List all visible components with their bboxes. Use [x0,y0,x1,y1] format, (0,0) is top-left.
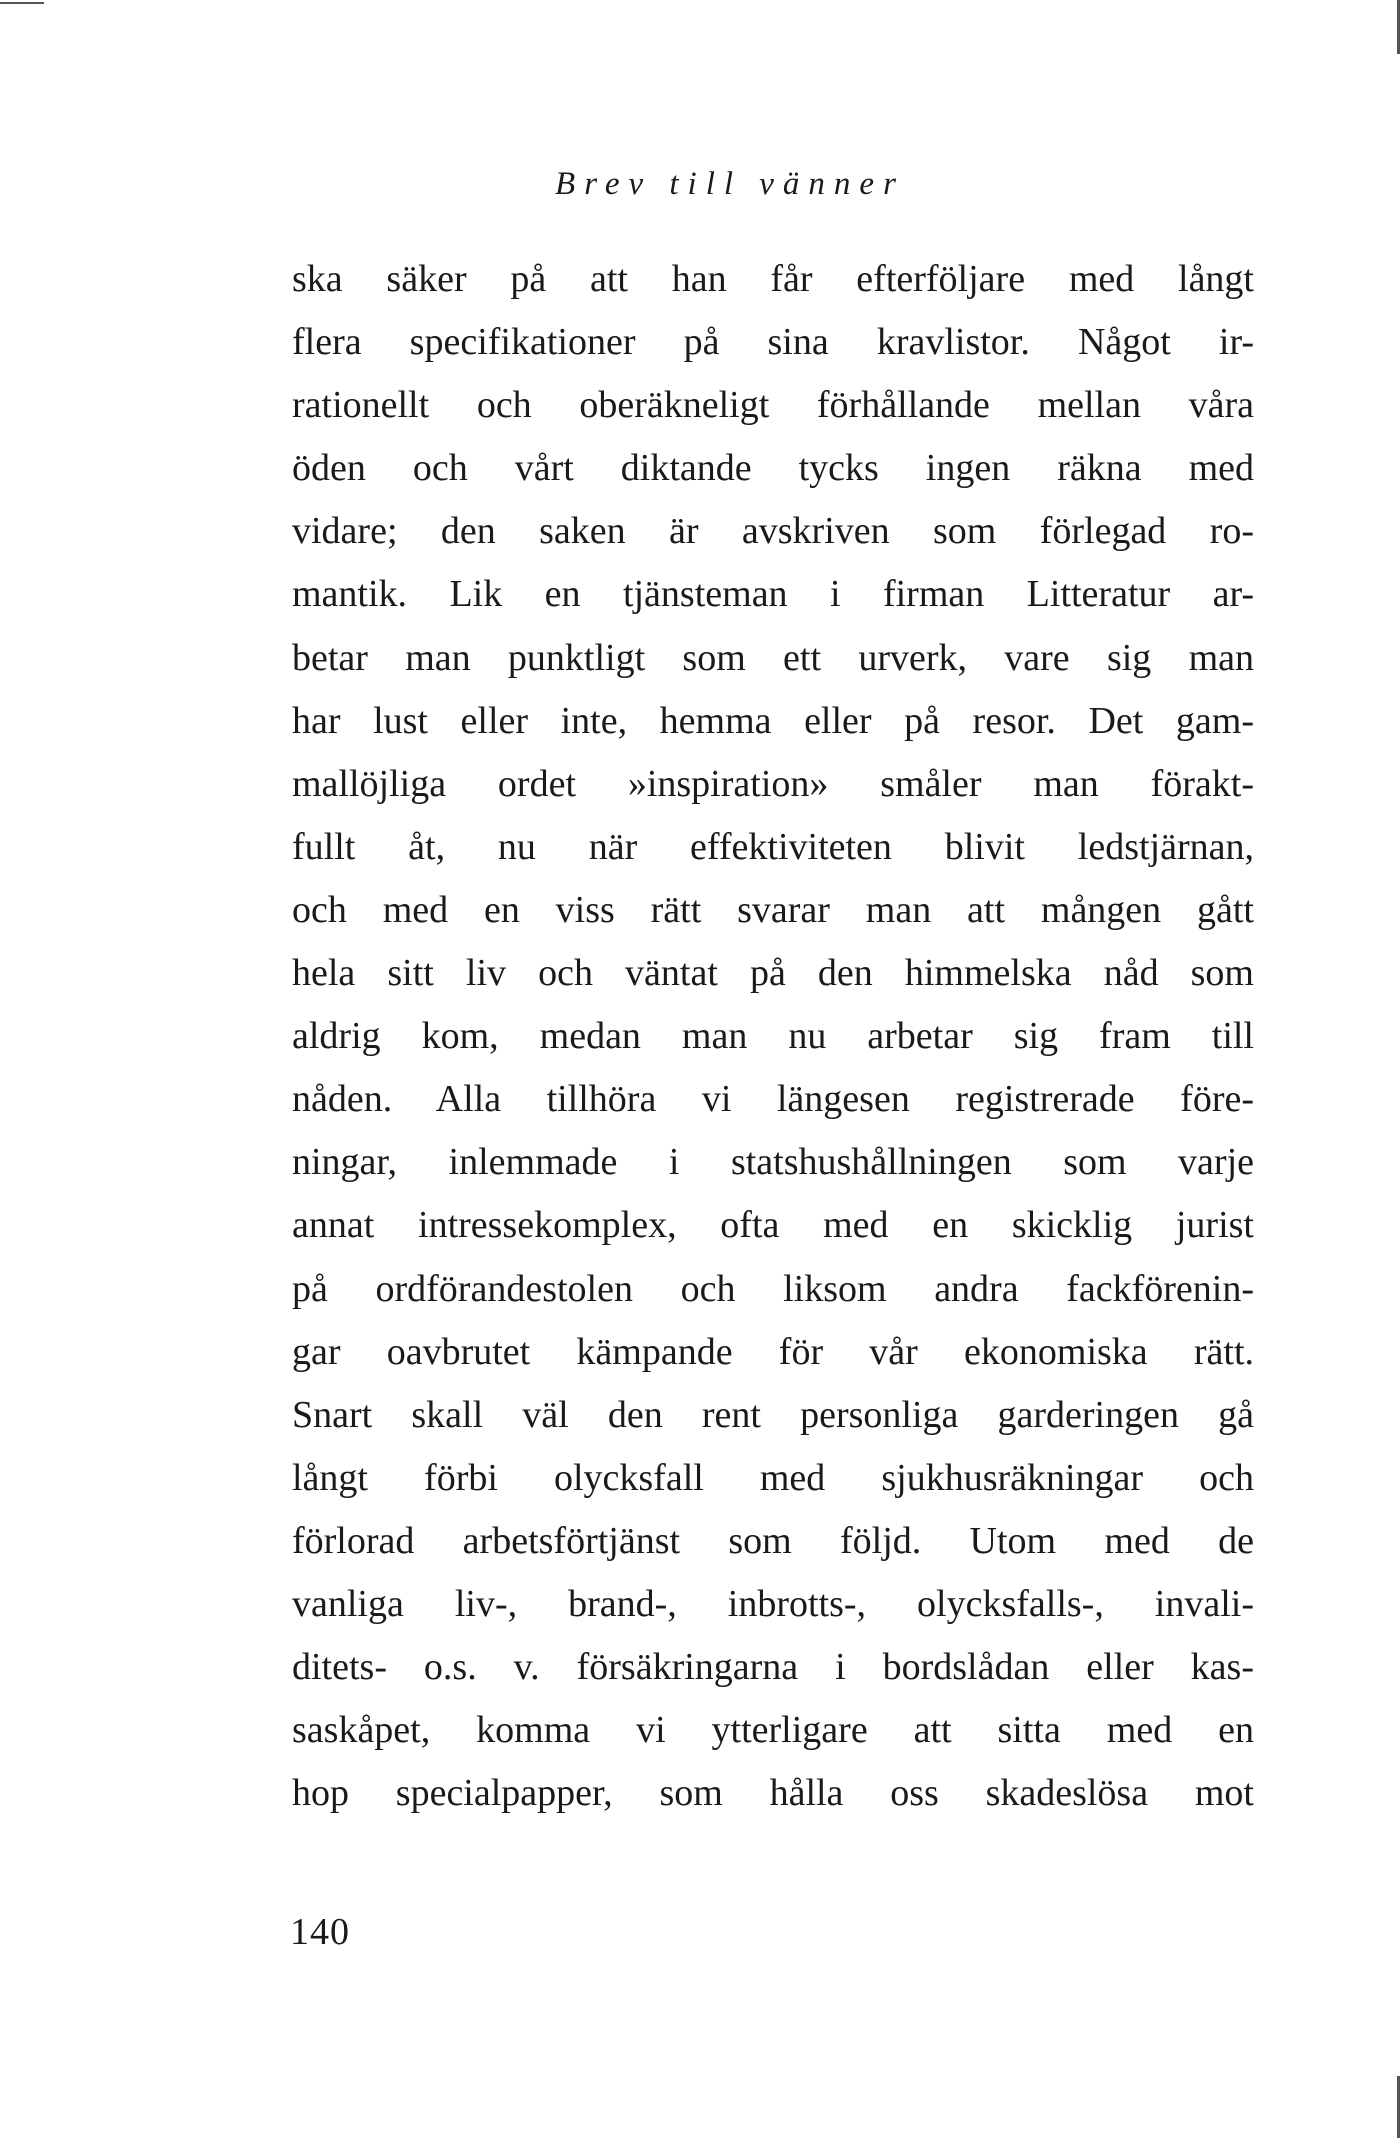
scan-edge-top [0,2,44,4]
text-line: mantik. Lik en tjänsteman i firman Litteratur ar- [292,573,1254,616]
text-line: mallöjliga ordet »inspiration» småler man förakt- [292,762,1254,805]
text-line: annat intressekomplex, ofta med en skicklig jurist [292,1204,1254,1247]
text-line: ditets- o.s. v. försäkringarna i bordslådan eller kas- [292,1646,1254,1689]
text-line: Snart skall väl den rent personliga garderingen gå [292,1393,1254,1436]
page-number: 140 [290,1911,350,1953]
text-line: flera specifikationer på sina kravlistor. Något ir- [292,321,1254,364]
text-line: nåden. Alla tillhöra vi längesen registrerade före- [292,1078,1254,1121]
text-line: och med en viss rätt svarar man att mången gått [292,888,1254,931]
text-line: långt förbi olycksfall med sjukhusräkningar och [292,1456,1254,1499]
text-line: öden och vårt diktande tycks ingen räkna med [292,447,1254,490]
text-line: aldrig kom, medan man nu arbetar sig fram till [292,1015,1254,1058]
text-line: hop specialpapper, som hålla oss skadeslösa mot [292,1772,1254,1815]
text-line: betar man punktligt som ett urverk, vare sig man [292,636,1254,679]
text-line: fullt åt, nu när effektiviteten blivit ledstjärnan, [292,825,1254,868]
text-line: på ordförandestolen och liksom andra fackförenin- [292,1267,1254,1310]
text-line: ningar, inlemmade i statshushållningen som varje [292,1141,1254,1184]
text-line: vanliga liv-, brand-, inbrotts-, olycksfalls-, invali- [292,1582,1254,1625]
text-line: förlorad arbetsförtjänst som följd. Utom med de [292,1519,1254,1562]
running-head: Brev till vänner [555,166,905,202]
text-line: har lust eller inte, hemma eller på resor. Det gam- [292,699,1254,742]
text-line: rationellt och oberäkneligt förhållande mellan våra [292,384,1254,427]
body-text [292,248,1254,1825]
text-line: saskåpet, komma vi ytterligare att sitta med en [292,1709,1254,1752]
text-line: vidare; den saken är avskriven som förlegad ro- [292,510,1254,553]
text-line: gar oavbrutet kämpande för vår ekonomiska rätt. [292,1330,1254,1373]
text-line: hela sitt liv och väntat på den himmelska nåd som [292,952,1254,995]
text-line: ska säker på att han får efterföljare med långt [292,258,1254,300]
